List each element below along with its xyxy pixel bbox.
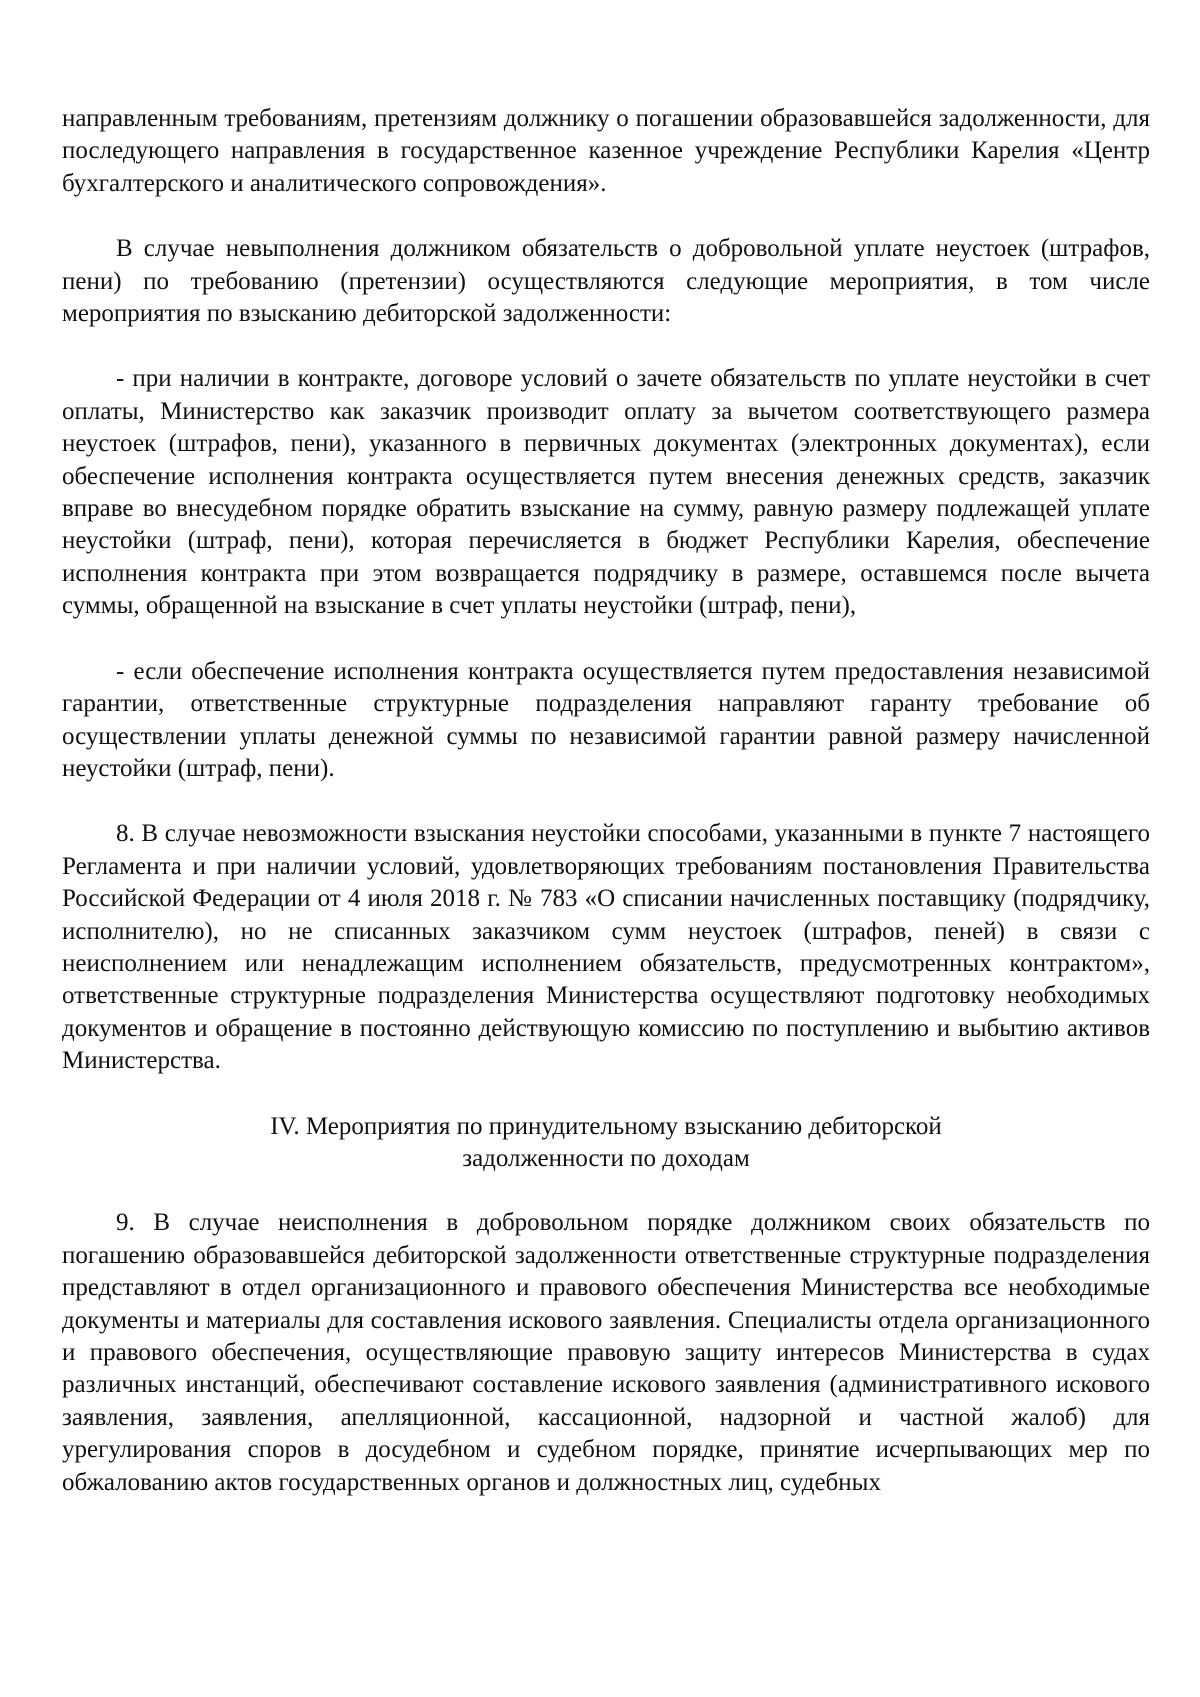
paragraph-offset-clause: - при наличии в контракте, договоре условий о зачете обязательств по уплате неустойки в счет оплаты, Министерство как заказчик производит оплату за вычетом соответствующего размера неустоек (штрафов, пени), указанного в первичных документах (электронных документах), если обеспечение исполнения контракта осуществляется путем внесения денежных средств, заказчик вправе во внесудебном порядке обратить взыскание на сумму, равную размеру подлежащей уплате неустойки (штраф, пени), которая перечисляется в бюджет Республики Карелия, обеспечение исполнения контракта при этом возвращается подрядчику в размере, оставшемся после вычета суммы, обращенной на взыскание в счет уплаты неустойки (штраф, пени), (62, 365, 1150, 620)
section-heading-line-2: задолженности по доходам (462, 1144, 750, 1172)
paragraph-item-8: 8. В случае невозможности взыскания неустойки способами, указанными в пункте 7 настоящего Регламента и при наличии условий, удовлетворяющих требованиям постановления Правительства Российской Федерации от 4 июля 2018 г. № 783 «О списании начисленных поставщику (подрядчику, исполнителю), но не списанных заказчиком сумм неустоек (штрафов, пеней) в связи с неисполнением или ненадлежащим исполнением обязательств, предусмотренных контрактом», ответственные структурные подразделения Министерства осуществляют подготовку необходимых документов и обращение в постоянно действующую комиссию по поступлению и выбытию активов Министерства. (62, 820, 1150, 1075)
section-heading (62, 1111, 1150, 1176)
paragraph-item-9: 9. В случае неисполнения в добровольном порядке должником своих обязательств по погашению образовавшейся дебиторской задолженности ответственные структурные подразделения представляют в отдел организационного и правового обеспечения Министерства все необходимые документы и материалы для составления искового заявления. Специалисты отдела организационного и правового обеспечения, осуществляющие правовую защиту интересов Министерства в судах различных инстанций, обеспечивают составление искового заявления (административного искового заявления, заявления, апелляционной, кассационной, надзорной и частной жалоб) для урегулирования споров в досудебном и судебном порядке, принятие исчерпывающих мер по обжалованию актов государственных органов и должностных лиц, судебных (62, 1209, 1150, 1496)
paragraph-continuation: направленным требованиям, претензиям должнику о погашении образовавшейся задолженности, для последующего направления в государственное казенное учреждение Республики Карелия «Центр бухгалтерского и аналитического сопровождения». (62, 105, 1150, 197)
paragraph-non-fulfillment: В случае невыполнения должником обязательств о добровольной уплате неустоек (штрафов, пени) по требованию (претензии) осуществляются следующие мероприятия, в том числе мероприятия по взысканию дебиторской задолженности: (62, 235, 1150, 328)
paragraph-independent-guarantee: - если обеспечение исполнения контракта осуществляется путем предоставления независимой гарантии, ответственные структурные подразделения направляют гаранту требование об осуществлении уплаты денежной суммы по независимой гарантии равной размеру начисленной неустойки (штраф, пени). (62, 657, 1150, 782)
section-heading-line-1: IV. Мероприятия по принудительному взысканию дебиторской (270, 1112, 942, 1140)
document-page (62, 103, 1150, 1499)
